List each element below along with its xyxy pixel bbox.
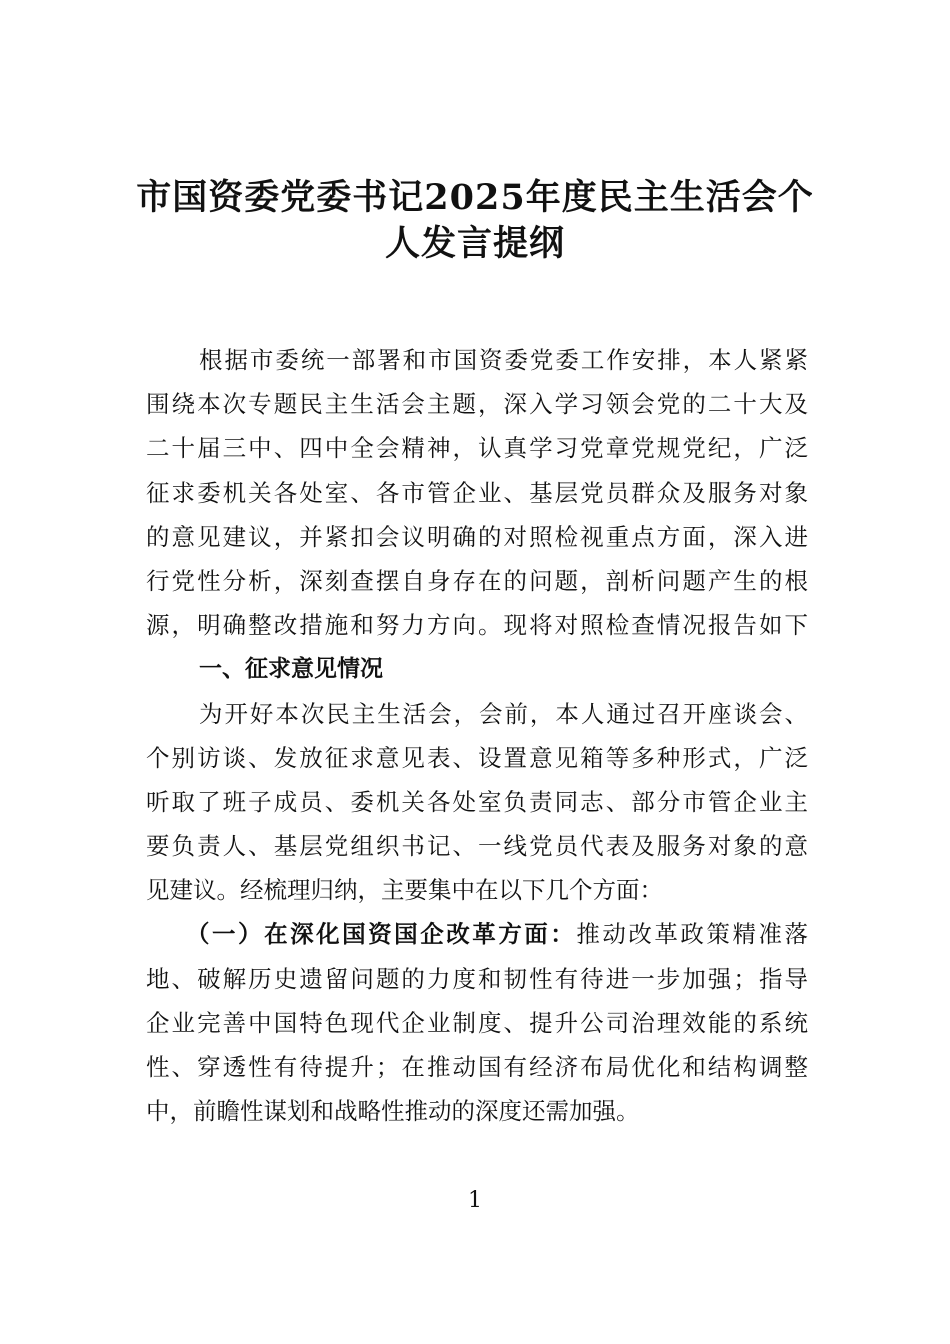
text-span: 推动改革政策精准落 bbox=[576, 920, 809, 949]
section-heading: 一、征求意见情况 bbox=[199, 656, 383, 683]
text-line: 个别访谈、发放征求意见表、设置意见箱等多种形式，广泛 bbox=[146, 743, 808, 772]
document-title-line-1: 市国资委党委书记2025年度民主生活会个 bbox=[136, 177, 814, 218]
text-line: 的意见建议，并紧扣会议明确的对照检视重点方面，深入进 bbox=[146, 522, 808, 551]
intro-paragraph bbox=[146, 338, 808, 647]
text-line: 听取了班子成员、委机关各处室负责同志、部分市管企业主 bbox=[146, 787, 808, 816]
text-line: 源，明确整改措施和努力方向。现将对照检查情况报告如下 bbox=[146, 611, 808, 640]
text-line: 为开好本次民主生活会，会前，本人通过召开座谈会、 bbox=[199, 699, 808, 728]
text-line: 中，前瞻性谋划和战略性推动的深度还需加强。 bbox=[146, 1097, 640, 1126]
text-line: 行党性分析，深刻查摆自身存在的问题，剖析问题产生的根 bbox=[146, 566, 808, 595]
text-line: 见建议。经梳理归纳，主要集中在以下几个方面： bbox=[146, 876, 663, 905]
text-line bbox=[146, 912, 808, 956]
text-line: 要负责人、基层党组织书记、一线党员代表及服务对象的意 bbox=[146, 832, 808, 861]
text-line: 企业完善中国特色现代企业制度、提升公司治理效能的系统 bbox=[146, 1008, 808, 1037]
text-line: 征求委机关各处室、各市管企业、基层党员群众及服务对象 bbox=[146, 478, 808, 507]
text-line: 围绕本次专题民主生活会主题，深入学习领会党的二十大及 bbox=[146, 390, 808, 419]
text-line: 根据市委统一部署和市国资委党委工作安排，本人紧紧 bbox=[199, 346, 808, 374]
subheading-lead: （一）在深化国资国企改革方面： bbox=[186, 920, 577, 949]
text-line: 二十届三中、四中全会精神，认真学习党章党规党纪，广泛 bbox=[146, 434, 808, 463]
document-title-line-2: 人发言提纲 bbox=[384, 223, 565, 264]
page-number: 1 bbox=[468, 1188, 482, 1213]
opinion-paragraph bbox=[146, 692, 808, 913]
reform-paragraph bbox=[146, 912, 808, 1133]
text-line: 性、穿透性有待提升；在推动国有经济布局优化和结构调整 bbox=[146, 1053, 808, 1081]
text-line: 地、破解历史遗留问题的力度和韧性有待进一步加强；指导 bbox=[146, 964, 808, 993]
document-body bbox=[146, 338, 808, 1133]
